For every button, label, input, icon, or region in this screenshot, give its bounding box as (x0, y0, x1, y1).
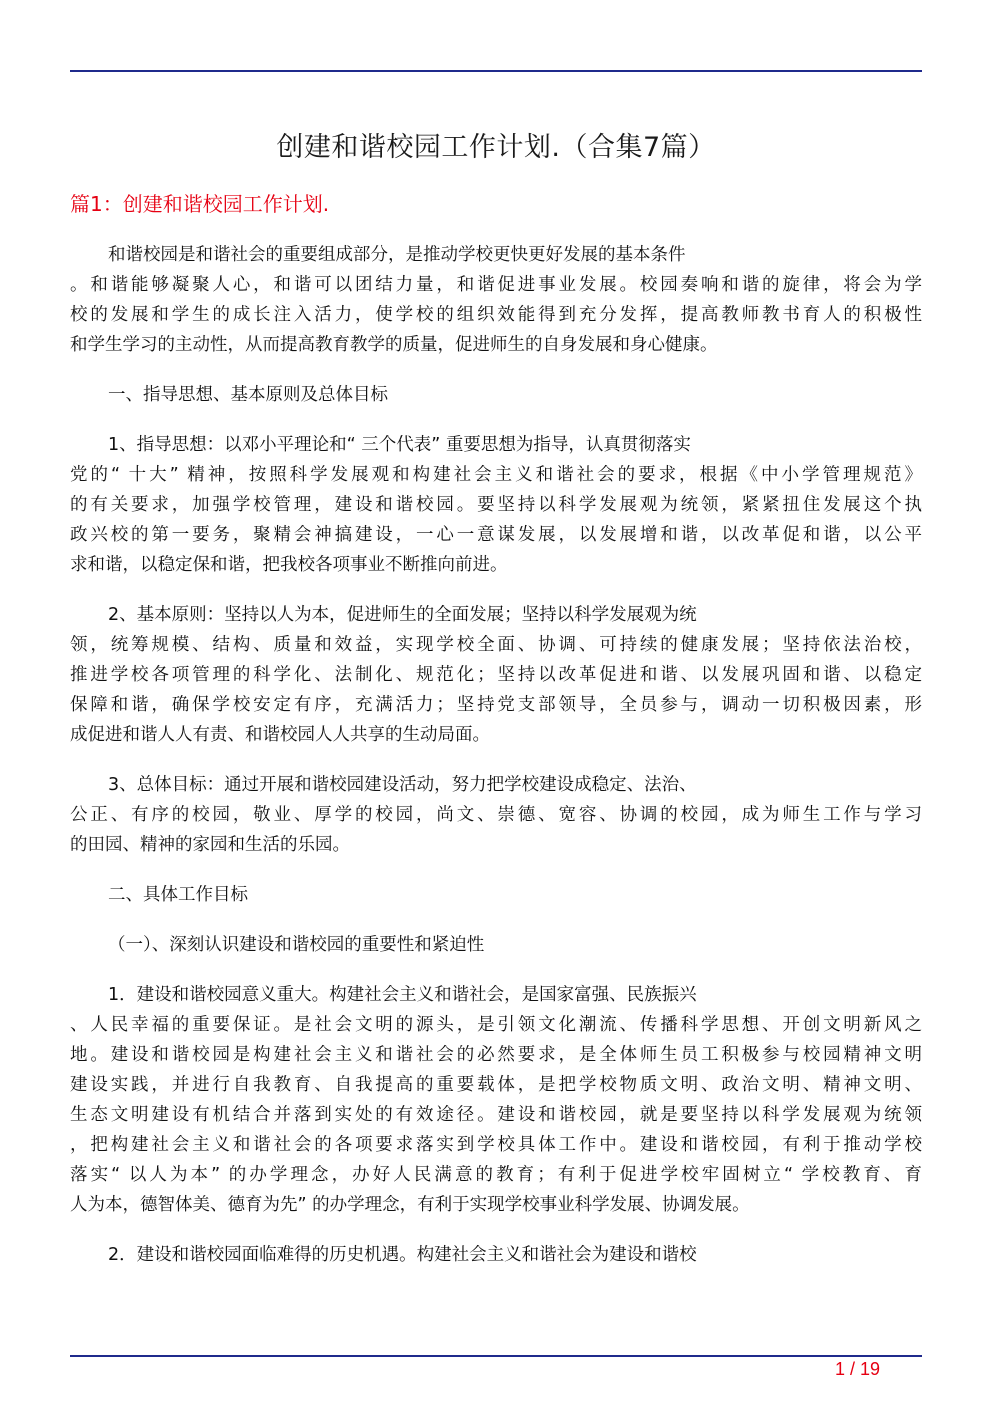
paragraph-line: 生态文明建设有机结合并落到实处的有效途径。建设和谐校园，就是要坚持以科学发展观为统领 (70, 1105, 922, 1125)
document-body (70, 240, 922, 1290)
paragraph-line: 成促进和谐人人有责、和谐校园人人共享的生动局面。 (70, 725, 490, 745)
paragraph-line: 人为本，德智体美、德育为先” 的办学理念，有利于实现学校事业科学发展、协调发展。 (70, 1195, 750, 1215)
section-heading: 篇1：创建和谐校园工作计划. (70, 192, 330, 216)
paragraph-line: 的田园、精神的家园和生活的乐园。 (70, 835, 350, 855)
paragraph-line: 保障和谐，确保学校安定有序，充满活力；坚持党支部领导，全员参与，调动一切积极因素，形 (70, 695, 922, 715)
paragraph-line: 求和谐，以稳定保和谐，把我校各项事业不断推向前进。 (70, 555, 508, 575)
paragraph-line: 地。建设和谐校园是构建社会主义和谐社会的必然要求，是全体师生员工积极参与校园精神文明 (70, 1045, 922, 1065)
paragraph-line: 推进学校各项管理的科学化、法制化、规范化；坚持以改革促进和谐、以发展巩固和谐、以稳定 (70, 665, 922, 685)
paragraph-line: 二、具体工作目标 (108, 885, 248, 905)
paragraph (70, 600, 922, 750)
page-number: 1 / 19 (834, 1359, 880, 1379)
paragraph-line: 领，统筹规模、结构、质量和效益，实现学校全面、协调、可持续的健康发展；坚持依法治校， (70, 635, 922, 655)
paragraph-line: 。和谐能够凝聚人心，和谐可以团结力量，和谐促进事业发展。校园奏响和谐的旋律，将会为学 (70, 275, 922, 295)
paragraph-line: 2．建设和谐校园面临难得的历史机遇。构建社会主义和谐社会为建设和谐校 (108, 1245, 697, 1265)
paragraph-line: 1、指导思想：以邓小平理论和“ 三个代表” 重要思想为指导，认真贯彻落实 (108, 435, 691, 455)
paragraph-line: 党的“ 十大” 精神，按照科学发展观和构建社会主义和谐社会的要求，根据《中小学管理规范》 (70, 465, 922, 485)
paragraph-line: （一）、深刻认识建设和谐校园的重要性和紧迫性 (108, 935, 485, 955)
header-rule (70, 70, 922, 72)
paragraph-line: 建设实践，并进行自我教育、自我提高的重要载体，是把学校物质文明、政治文明、精神文明、 (70, 1075, 922, 1095)
paragraph (70, 1240, 922, 1270)
paragraph-line: 3、总体目标：通过开展和谐校园建设活动，努力把学校建设成稳定、法治、 (108, 775, 697, 795)
paragraph-line: ，把构建社会主义和谐社会的各项要求落实到学校具体工作中。建设和谐校园，有利于推动学校 (70, 1135, 922, 1155)
paragraph (70, 770, 922, 860)
paragraph-line: 落实“ 以人为本” 的办学理念，办好人民满意的教育；有利于促进学校牢固树立“ 学校教育、育 (70, 1165, 922, 1185)
paragraph-line: 1．建设和谐校园意义重大。构建社会主义和谐社会，是国家富强、民族振兴 (108, 985, 697, 1005)
paragraph (70, 880, 922, 910)
paragraph (70, 430, 922, 580)
paragraph-line: 和学生学习的主动性，从而提高教育教学的质量，促进师生的自身发展和身心健康。 (70, 335, 718, 355)
paragraph-line: 政兴校的第一要务，聚精会神搞建设，一心一意谋发展，以发展增和谐，以改革促和谐，以公平 (70, 525, 922, 545)
paragraph (70, 240, 922, 360)
paragraph (70, 380, 922, 410)
paragraph-line: 校的发展和学生的成长注入活力，使学校的组织效能得到充分发挥，提高教师教书育人的积极性 (70, 305, 922, 325)
paragraph-line: 的有关要求，加强学校管理，建设和谐校园。要坚持以科学发展观为统领，紧紧扭住发展这个执 (70, 495, 922, 515)
paragraph-line: 一、指导思想、基本原则及总体目标 (108, 385, 388, 405)
paragraph-line: 公正、有序的校园，敬业、厚学的校园，尚文、崇德、宽容、协调的校园，成为师生工作与学习 (70, 805, 922, 825)
paragraph (70, 930, 922, 960)
paragraph (70, 980, 922, 1220)
document-title: 创建和谐校园工作计划.（合集7篇） (276, 132, 716, 163)
paragraph-line: 和谐校园是和谐社会的重要组成部分，是推动学校更快更好发展的基本条件 (108, 245, 686, 265)
paragraph-line: 2、基本原则：坚持以人为本，促进师生的全面发展；坚持以科学发展观为统 (108, 605, 697, 625)
paragraph-line: 、人民幸福的重要保证。是社会文明的源头，是引领文化潮流、传播科学思想、开创文明新风之 (70, 1015, 922, 1035)
